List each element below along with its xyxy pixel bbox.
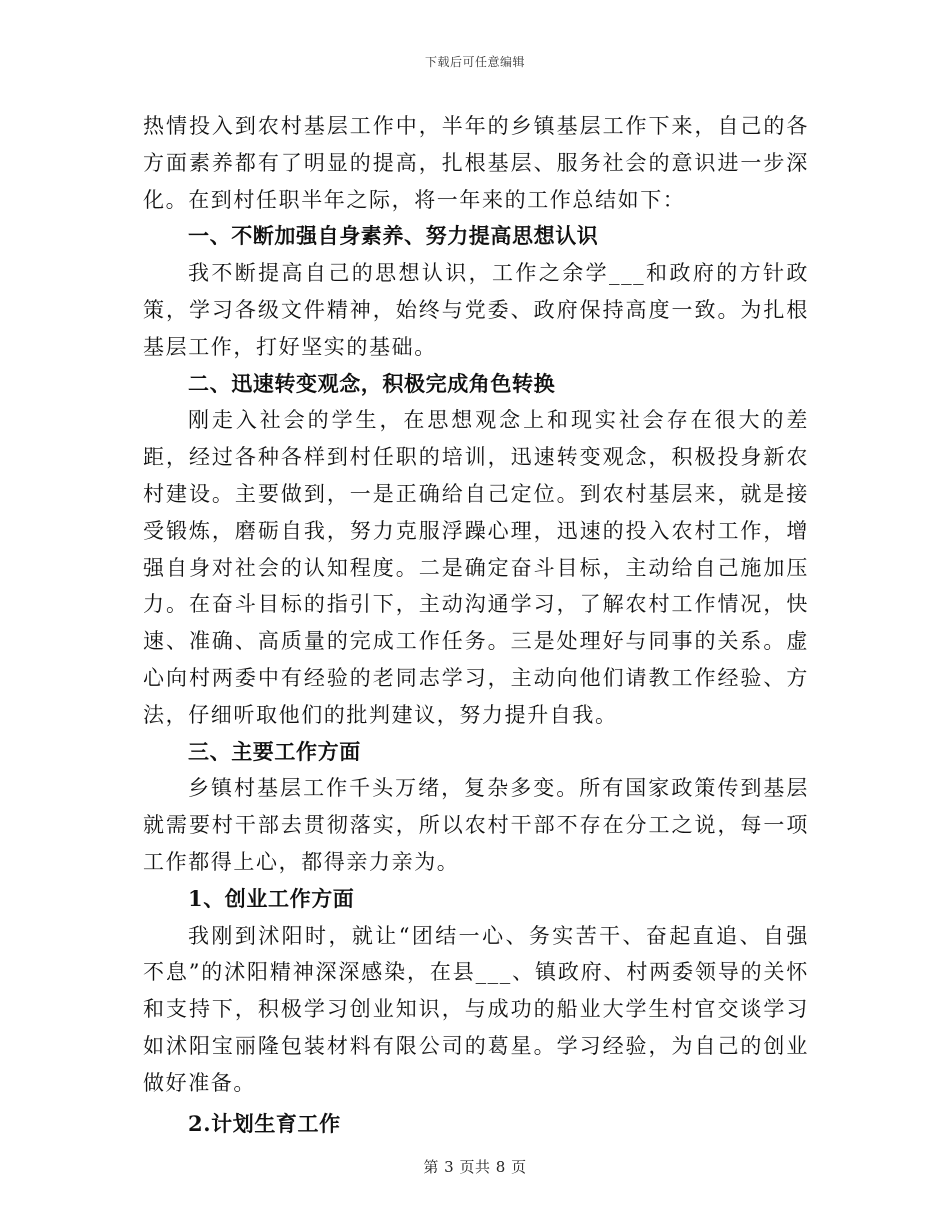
paragraph-section-3: 乡镇村基层工作千头万绪，复杂多变。所有国家政策传到基层就需要村干部去贯彻落实，所以农村干部不存在分工之说，每一项工作都得上心，都得亲力亲为。	[143, 776, 809, 874]
page-number: 第 3 页共 8 页	[423, 1158, 527, 1176]
paragraph-intro: 热情投入到农村基层工作中，半年的乡镇基层工作下来，自己的各方面素养都有了明显的提高，扎根基层、服务社会的意识进一步深化。在到村任职半年之际，将一年来的工作总结如下：	[143, 114, 809, 212]
paragraph-section-2: 刚走入社会的学生，在思想观念上和现实社会存在很大的差距，经过各种各样到村任职的培训，迅速转变观念，积极投身新农村建设。主要做到，一是正确给自己定位。到农村基层来，就是接受锻炼，磨砺自我，努力克服浮躁心理，迅速的投入农村工作，增强自身对社会的认知程度。二是确定奋斗目标，主动给自己施加压力。在奋斗目标的指引下，主动沟通学习，了解农村工作情况，快速、准确、高质量的完成工作任务。三是处理好与同事的关系。虚心向村两委中有经验的老同志学习，主动向他们请教工作经验、方法，仔细听取他们的批判建议，努力提升自我。	[143, 408, 809, 727]
heading-section-3: 三、主要工作方面	[188, 738, 361, 764]
heading-section-2: 二、迅速转变观念，积极完成角色转换	[188, 370, 556, 396]
heading-section-1: 一、不断加强自身素养、努力提高思想认识	[188, 223, 599, 249]
document-body	[143, 108, 809, 1142]
page-header: 下载后可任意编辑	[424, 55, 525, 69]
heading-subsection-2: 2.计划生育工作	[188, 1110, 341, 1136]
paragraph-section-1: 我不断提高自己的思想认识，工作之余学___和政府的方针政策，学习各级文件精神，始终与党委、政府保持高度一致。为扎根基层工作，打好坚实的基础。	[143, 261, 809, 359]
paragraph-subsection-1: 我刚到沭阳时，就让“团结一心、务实苦干、奋起直追、自强不息”的沭阳精神深深感染，在县___、镇政府、村两委领导的关怀和支持下，积极学习创业知识，与成功的船业大学生村官交谈学习如沭阳宝丽隆包装材料有限公司的葛星。学习经验，为自己的创业做好准备。	[143, 923, 809, 1095]
heading-subsection-1: 1、创业工作方面	[188, 885, 355, 911]
